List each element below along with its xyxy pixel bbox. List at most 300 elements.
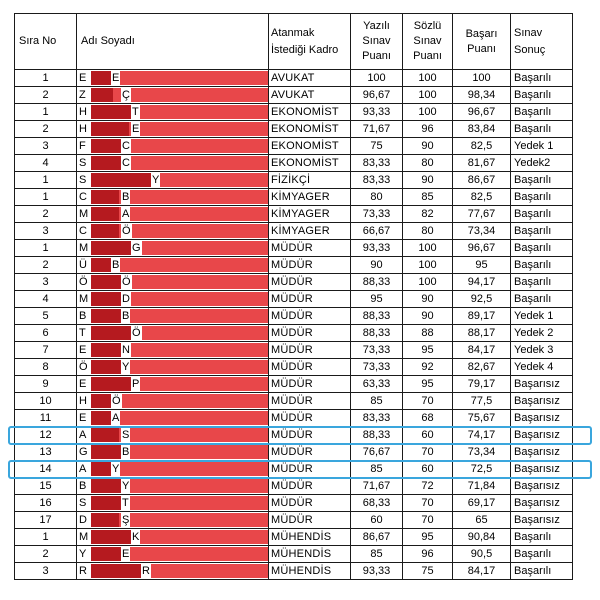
table-row [15, 87, 573, 104]
cell-ad-soyad [77, 342, 269, 359]
name-initial: E [79, 72, 87, 84]
cell-ad-soyad [77, 393, 269, 410]
surname-initial: Ö [122, 276, 131, 288]
cell-yazili: 76,67 [351, 444, 403, 461]
header-kadro [269, 14, 351, 70]
cell-sozlu: 90 [403, 291, 453, 308]
name-initial: M [79, 242, 89, 254]
cell-sira: 15 [15, 478, 77, 495]
surname-initial: G [132, 242, 141, 254]
surname-initial: C [122, 140, 130, 152]
name-initial: Ö [79, 276, 88, 288]
cell-basari: 83,84 [453, 121, 511, 138]
cell-sira: 3 [15, 563, 77, 580]
cell-sira: 3 [15, 138, 77, 155]
name-initial: A [79, 463, 87, 475]
cell-sozlu: 95 [403, 529, 453, 546]
cell-basari: 94,17 [453, 274, 511, 291]
cell-kadro: EKONOMİST [269, 155, 351, 172]
surname-initial: Ö [132, 327, 141, 339]
cell-kadro: MÜDÜR [269, 512, 351, 529]
cell-ad-soyad [77, 495, 269, 512]
cell-yazili: 60 [351, 512, 403, 529]
cell-sira: 8 [15, 359, 77, 376]
cell-sozlu: 70 [403, 512, 453, 529]
cell-basari: 98,34 [453, 87, 511, 104]
cell-kadro: AVUKAT [269, 87, 351, 104]
cell-sira: 2 [15, 121, 77, 138]
results-table [14, 13, 573, 580]
cell-yazili: 80 [351, 189, 403, 206]
cell-yazili: 88,33 [351, 308, 403, 325]
redaction-bar-dark [91, 88, 113, 102]
redaction-bar-dark [91, 428, 119, 442]
cell-yazili: 88,33 [351, 274, 403, 291]
cell-kadro: MÜDÜR [269, 291, 351, 308]
cell-kadro: MÜDÜR [269, 427, 351, 444]
cell-sonuc: Yedek 4 [511, 359, 573, 376]
cell-sozlu: 90 [403, 172, 453, 189]
header-yazili-text: Yazılı Sınav Puanı [362, 20, 391, 62]
cell-sozlu: 82 [403, 206, 453, 223]
table-row [15, 70, 573, 87]
cell-sozlu: 96 [403, 121, 453, 138]
redaction-bar-dark [91, 564, 145, 578]
table-row [15, 308, 573, 325]
cell-yazili: 68,33 [351, 495, 403, 512]
table-row [15, 206, 573, 223]
table-body [15, 70, 573, 580]
redaction-bar-dark [91, 513, 119, 527]
cell-sonuc: Başarılı [511, 546, 573, 563]
cell-yazili: 66,67 [351, 223, 403, 240]
cell-sira: 13 [15, 444, 77, 461]
cell-yazili: 100 [351, 70, 403, 87]
cell-kadro: KİMYAGER [269, 189, 351, 206]
cell-yazili: 93,33 [351, 563, 403, 580]
cell-ad-soyad [77, 563, 269, 580]
surname-initial: D [122, 293, 130, 305]
redaction-bar-dark [91, 207, 119, 221]
cell-sonuc: Başarılı [511, 223, 573, 240]
cell-yazili: 88,33 [351, 325, 403, 342]
cell-yazili: 86,67 [351, 529, 403, 546]
cell-yazili: 85 [351, 461, 403, 478]
name-initial: E [79, 344, 87, 356]
name-initial: A [79, 429, 87, 441]
cell-kadro: MÜDÜR [269, 308, 351, 325]
cell-basari: 82,5 [453, 189, 511, 206]
cell-kadro: KİMYAGER [269, 223, 351, 240]
table-row [15, 138, 573, 155]
cell-sonuc: Başarısız [511, 410, 573, 427]
cell-sira: 1 [15, 240, 77, 257]
cell-sozlu: 75 [403, 563, 453, 580]
cell-ad-soyad [77, 376, 269, 393]
redaction-bar [91, 88, 268, 102]
redaction-bar-dark [91, 360, 121, 374]
surname-initial: P [132, 378, 140, 390]
cell-sonuc: Başarılı [511, 189, 573, 206]
cell-sonuc: Yedek 3 [511, 342, 573, 359]
cell-sira: 2 [15, 206, 77, 223]
cell-basari: 89,17 [453, 308, 511, 325]
cell-sonuc: Başarılı [511, 291, 573, 308]
cell-ad-soyad [77, 206, 269, 223]
redaction-bar-dark [91, 496, 121, 510]
cell-basari: 81,67 [453, 155, 511, 172]
name-initial: S [79, 497, 87, 509]
name-initial: C [79, 225, 87, 237]
cell-sonuc: Başarısız [511, 393, 573, 410]
cell-yazili: 83,33 [351, 155, 403, 172]
cell-yazili: 95 [351, 291, 403, 308]
surname-initial: R [142, 565, 150, 577]
cell-basari: 88,17 [453, 325, 511, 342]
table-row [15, 223, 573, 240]
name-initial: M [79, 531, 89, 543]
redaction-bar-dark [91, 547, 125, 561]
header-kadro-text: Atanmak İstediği Kadro [271, 26, 339, 56]
name-initial: T [79, 327, 86, 339]
table-row [15, 359, 573, 376]
surname-initial: T [132, 106, 139, 118]
surname-initial: E [112, 72, 120, 84]
cell-sozlu: 70 [403, 495, 453, 512]
cell-basari: 74,17 [453, 427, 511, 444]
cell-ad-soyad [77, 410, 269, 427]
surname-initial: Y [122, 480, 130, 492]
cell-yazili: 63,33 [351, 376, 403, 393]
name-initial: Z [79, 89, 86, 101]
cell-yazili: 75 [351, 138, 403, 155]
cell-sira: 1 [15, 172, 77, 189]
cell-ad-soyad [77, 512, 269, 529]
cell-sonuc: Başarısız [511, 444, 573, 461]
surname-initial: Y [152, 174, 160, 186]
cell-sira: 2 [15, 257, 77, 274]
surname-initial: E [132, 123, 140, 135]
cell-ad-soyad [77, 325, 269, 342]
header-sira: Sıra No [15, 14, 77, 70]
table-row [15, 529, 573, 546]
cell-yazili: 71,67 [351, 478, 403, 495]
cell-ad-soyad [77, 104, 269, 121]
cell-sonuc: Başarısız [511, 376, 573, 393]
cell-yazili: 85 [351, 393, 403, 410]
name-initial: M [79, 208, 89, 220]
name-initial: S [79, 174, 87, 186]
table-row [15, 376, 573, 393]
cell-sozlu: 90 [403, 138, 453, 155]
cell-kadro: EKONOMİST [269, 104, 351, 121]
cell-yazili: 85 [351, 546, 403, 563]
redaction-bar-dark [91, 479, 121, 493]
cell-kadro: MÜDÜR [269, 359, 351, 376]
cell-sonuc: Başarısız [511, 427, 573, 444]
cell-sonuc: Başarılı [511, 87, 573, 104]
cell-yazili: 93,33 [351, 104, 403, 121]
cell-kadro: MÜDÜR [269, 393, 351, 410]
cell-sira: 14 [15, 461, 77, 478]
cell-basari: 95 [453, 257, 511, 274]
cell-kadro: MÜHENDİS [269, 546, 351, 563]
redaction-bar-dark [91, 122, 129, 136]
cell-sira: 7 [15, 342, 77, 359]
cell-sonuc: Yedek2 [511, 155, 573, 172]
cell-kadro: MÜDÜR [269, 325, 351, 342]
cell-sira: 1 [15, 104, 77, 121]
cell-ad-soyad [77, 121, 269, 138]
surname-initial: K [132, 531, 140, 543]
surname-initial: B [122, 310, 130, 322]
cell-kadro: MÜDÜR [269, 376, 351, 393]
cell-yazili: 83,33 [351, 410, 403, 427]
cell-sozlu: 85 [403, 189, 453, 206]
redaction-bar-dark [91, 224, 119, 238]
cell-sozlu: 60 [403, 461, 453, 478]
cell-sonuc: Başarısız [511, 461, 573, 478]
table-row [15, 461, 573, 478]
name-initial: R [79, 565, 87, 577]
redaction-bar-dark [91, 462, 113, 476]
cell-sonuc: Başarılı [511, 563, 573, 580]
cell-basari: 90,84 [453, 529, 511, 546]
table-row [15, 563, 573, 580]
cell-yazili: 73,33 [351, 342, 403, 359]
cell-kadro: MÜDÜR [269, 274, 351, 291]
cell-sonuc: Yedek 1 [511, 308, 573, 325]
cell-basari: 77,67 [453, 206, 511, 223]
name-initial: D [79, 514, 87, 526]
name-initial: B [79, 310, 87, 322]
name-initial: Ö [79, 361, 88, 373]
table-row [15, 410, 573, 427]
cell-sonuc: Başarılı [511, 70, 573, 87]
cell-ad-soyad [77, 155, 269, 172]
cell-ad-soyad [77, 529, 269, 546]
cell-sozlu: 68 [403, 410, 453, 427]
redaction-bar-dark [91, 377, 133, 391]
cell-sira: 4 [15, 155, 77, 172]
cell-sozlu: 80 [403, 223, 453, 240]
cell-sira: 11 [15, 410, 77, 427]
surname-initial: T [122, 497, 129, 509]
name-initial: H [79, 106, 87, 118]
cell-kadro: MÜDÜR [269, 478, 351, 495]
name-initial: C [79, 191, 87, 203]
name-initial: M [79, 293, 89, 305]
cell-sira: 12 [15, 427, 77, 444]
cell-ad-soyad [77, 138, 269, 155]
cell-basari: 69,17 [453, 495, 511, 512]
cell-kadro: MÜDÜR [269, 342, 351, 359]
cell-basari: 92,5 [453, 291, 511, 308]
cell-basari: 84,17 [453, 563, 511, 580]
cell-basari: 77,5 [453, 393, 511, 410]
cell-sozlu: 96 [403, 546, 453, 563]
table-row [15, 189, 573, 206]
cell-yazili: 73,33 [351, 206, 403, 223]
cell-ad-soyad [77, 461, 269, 478]
cell-sira: 2 [15, 87, 77, 104]
cell-sonuc: Başarılı [511, 121, 573, 138]
surname-initial: Ö [112, 395, 121, 407]
cell-sozlu: 70 [403, 444, 453, 461]
cell-kadro: MÜHENDİS [269, 563, 351, 580]
cell-basari: 75,67 [453, 410, 511, 427]
cell-basari: 79,17 [453, 376, 511, 393]
cell-sira: 5 [15, 308, 77, 325]
name-initial: F [79, 140, 86, 152]
redaction-bar-dark [91, 411, 113, 425]
header-basari-text: Başarı Puanı [465, 27, 498, 55]
cell-sozlu: 90 [403, 308, 453, 325]
cell-basari: 96,67 [453, 104, 511, 121]
cell-ad-soyad [77, 189, 269, 206]
cell-basari: 73,34 [453, 444, 511, 461]
surname-initial: Y [112, 463, 120, 475]
header-sonuc [511, 14, 573, 70]
surname-initial: N [122, 344, 130, 356]
cell-sozlu: 100 [403, 257, 453, 274]
cell-ad-soyad [77, 87, 269, 104]
cell-yazili: 90 [351, 257, 403, 274]
table-row [15, 342, 573, 359]
header-sozlu-text: Sözlü Sınav Puanı [413, 20, 442, 62]
surname-initial: A [122, 208, 130, 220]
cell-sira: 17 [15, 512, 77, 529]
cell-sonuc: Başarılı [511, 104, 573, 121]
cell-basari: 84,17 [453, 342, 511, 359]
cell-ad-soyad [77, 240, 269, 257]
table-row [15, 512, 573, 529]
header-ad-soyad: Adı Soyadı [77, 14, 269, 70]
cell-kadro: EKONOMİST [269, 121, 351, 138]
cell-sonuc: Başarılı [511, 529, 573, 546]
cell-sira: 3 [15, 274, 77, 291]
cell-basari: 86,67 [453, 172, 511, 189]
name-initial: H [79, 123, 87, 135]
cell-sira: 16 [15, 495, 77, 512]
cell-ad-soyad [77, 172, 269, 189]
cell-ad-soyad [77, 444, 269, 461]
cell-kadro: MÜDÜR [269, 495, 351, 512]
name-initial: B [79, 480, 87, 492]
surname-initial: B [122, 446, 130, 458]
redaction-bar-dark [91, 530, 135, 544]
surname-initial: B [122, 191, 130, 203]
redaction-bar-dark [91, 173, 153, 187]
cell-sozlu: 72 [403, 478, 453, 495]
table-row [15, 478, 573, 495]
redaction-bar-dark [91, 445, 121, 459]
table-row [15, 393, 573, 410]
header-basari [453, 14, 511, 70]
cell-kadro: MÜDÜR [269, 461, 351, 478]
cell-sira: 1 [15, 70, 77, 87]
cell-ad-soyad [77, 478, 269, 495]
surname-initial: A [112, 412, 120, 424]
table-header-row [15, 14, 573, 70]
name-initial: E [79, 378, 87, 390]
table-row [15, 155, 573, 172]
table-row [15, 274, 573, 291]
redaction-bar-dark [91, 309, 123, 323]
cell-ad-soyad [77, 223, 269, 240]
cell-sozlu: 100 [403, 70, 453, 87]
cell-kadro: MÜDÜR [269, 257, 351, 274]
surname-initial: S [122, 429, 130, 441]
cell-basari: 82,5 [453, 138, 511, 155]
cell-sonuc: Başarısız [511, 478, 573, 495]
surname-initial: Ş [122, 514, 130, 526]
cell-sozlu: 92 [403, 359, 453, 376]
redaction-bar-dark [91, 326, 131, 340]
table-row [15, 121, 573, 138]
table-row [15, 325, 573, 342]
table-row [15, 291, 573, 308]
cell-sira: 6 [15, 325, 77, 342]
surname-initial: E [122, 548, 130, 560]
surname-initial: B [112, 259, 120, 271]
cell-basari: 90,5 [453, 546, 511, 563]
cell-ad-soyad [77, 308, 269, 325]
cell-sira: 4 [15, 291, 77, 308]
cell-sonuc: Yedek 2 [511, 325, 573, 342]
cell-sira: 10 [15, 393, 77, 410]
table-row [15, 172, 573, 189]
cell-sozlu: 100 [403, 87, 453, 104]
cell-sozlu: 100 [403, 274, 453, 291]
cell-basari: 71,84 [453, 478, 511, 495]
cell-kadro: MÜDÜR [269, 240, 351, 257]
cell-basari: 82,67 [453, 359, 511, 376]
table-row [15, 104, 573, 121]
table-row [15, 257, 573, 274]
cell-basari: 65 [453, 512, 511, 529]
cell-kadro: FİZİKÇİ [269, 172, 351, 189]
cell-sonuc: Başarısız [511, 512, 573, 529]
header-sonuc-text: Sınav Sonuç [514, 26, 546, 56]
cell-sozlu: 95 [403, 376, 453, 393]
cell-basari: 100 [453, 70, 511, 87]
redaction-bar-dark [91, 343, 123, 357]
cell-ad-soyad [77, 257, 269, 274]
table-row [15, 427, 573, 444]
cell-ad-soyad [77, 359, 269, 376]
cell-kadro: AVUKAT [269, 70, 351, 87]
table-row [15, 546, 573, 563]
cell-kadro: MÜHENDİS [269, 529, 351, 546]
redaction-bar-dark [91, 275, 121, 289]
cell-kadro: EKONOMİST [269, 138, 351, 155]
cell-sozlu: 100 [403, 104, 453, 121]
surname-initial: Ç [122, 89, 130, 101]
cell-yazili: 96,67 [351, 87, 403, 104]
name-initial: H [79, 395, 87, 407]
cell-kadro: MÜDÜR [269, 444, 351, 461]
cell-ad-soyad [77, 427, 269, 444]
table-row [15, 495, 573, 512]
header-yazili [351, 14, 403, 70]
cell-yazili: 73,33 [351, 359, 403, 376]
cell-ad-soyad [77, 274, 269, 291]
redaction-bar-dark [91, 190, 119, 204]
cell-sozlu: 88 [403, 325, 453, 342]
redaction-bar-dark [91, 105, 133, 119]
cell-sira: 3 [15, 223, 77, 240]
